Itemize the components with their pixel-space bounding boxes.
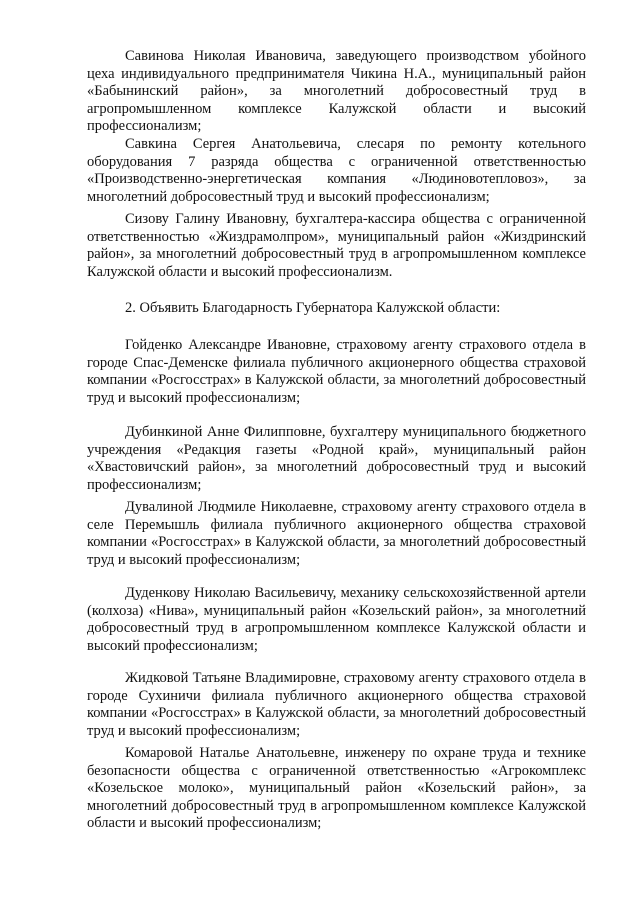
gratitude-paragraph-komarova: Комаровой Наталье Анатольевне, инженеру по охране труда и технике безопасности общества с ограниченной ответственностью «Агрокомплекс «Козельское молоко», муниципальный район «Козельский район», за многолетний добросовестный труд в агропромышленном комплексе Калужской области и высокий профессионализм; bbox=[87, 745, 586, 832]
section-heading-gratitude: 2. Объявить Благодарность Губернатора Калужской области: bbox=[125, 300, 501, 316]
award-paragraph-sizova: Сизову Галину Ивановну, бухгалтера-кассира общества с ограниченной ответственностью «Жиздрамолпром», муниципальный район «Жиздринский район», за многолетний добросовестный труд в агропромышленном комплексе Калужской области и высокий профессионализм. bbox=[87, 211, 586, 280]
award-paragraph-savinov: Савинова Николая Ивановича, заведующего производством убойного цеха индивидуального предпринимателя Чикина Н.А., муниципальный район «Бабынинский район», за многолетний добросовестный труд в агропромышленном комплексе Калужской области и высокий профессионализм; bbox=[87, 48, 586, 135]
gratitude-paragraph-goydenko: Гойденко Александре Ивановне, страховому агенту страхового отдела в городе Спас-Деменске филиала публичного акционерного общества страховой компании «Росгосстрах» в Калужской области, за многолетний добросовестный труд и высокий профессионализм; bbox=[87, 337, 586, 406]
gratitude-paragraph-dudenkov: Дуденкову Николаю Васильевичу, механику сельскохозяйственной артели (колхоза) «Нива», муниципальный район «Козельский район», за многолетний добросовестный труд в агропромышленном комплексе Калужской области и высокий профессионализм; bbox=[87, 585, 586, 654]
gratitude-paragraph-duvalina: Дувалиной Людмиле Николаевне, страховому агенту страхового отдела в селе Перемышль филиала публичного акционерного общества страховой компании «Росгосстрах» в Калужской области, за многолетний добросовестный труд и высокий профессионализм; bbox=[87, 499, 586, 568]
gratitude-paragraph-zhidkova: Жидковой Татьяне Владимировне, страховому агенту страхового отдела в городе Сухиничи филиала публичного акционерного общества страховой компании «Росгосстрах» в Калужской области, за многолетний добросовестный труд и высокий профессионализм; bbox=[87, 670, 586, 739]
gratitude-paragraph-dubinkina: Дубинкиной Анне Филипповне, бухгалтеру муниципального бюджетного учреждения «Редакция газеты «Родной край», муниципальный район «Хвастовичский район», за многолетний добросовестный труд и высокий профессионализм; bbox=[87, 424, 586, 493]
award-paragraph-savkin: Савкина Сергея Анатольевича, слесаря по ремонту котельного оборудования 7 разряда общества с ограниченной ответственностью «Производственно-энергетическая компания «Людиновотепловоз», за многолетний добросовестный труд и высокий профессионализм; bbox=[87, 136, 586, 205]
